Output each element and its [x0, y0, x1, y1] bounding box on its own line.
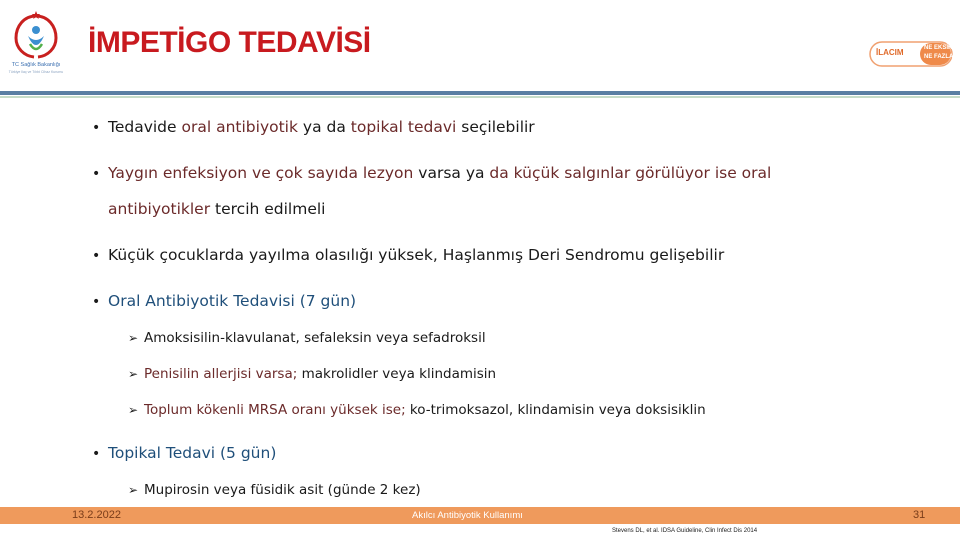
- campaign-word2a: NE EKSİK: [924, 45, 953, 51]
- sub-bullet-4: [128, 481, 421, 499]
- bullet-text: [108, 443, 276, 463]
- text-run: Oral Antibiyotik Tedavisi (7 gün): [108, 292, 357, 310]
- text-run: Yaygın enfeksiyon ve çok sayıda lezyon: [108, 164, 414, 182]
- text-run: makrolidler veya klindamisin: [297, 366, 497, 382]
- sub-bullet-text: [144, 482, 421, 498]
- page-title: İMPETİGO TEDAVİSİ: [88, 26, 371, 59]
- ministry-subtitle: Türkiye Ilaç ve Tıbbi Cihaz Kurumu: [8, 70, 64, 74]
- ministry-name: TC Sağlık Bakanlığı: [11, 62, 61, 68]
- text-run: ko-trimoksazol, klindamisin veya doksisiklin: [405, 402, 706, 418]
- arrow-bullet-icon: ➢: [128, 331, 139, 345]
- bullet-1: [92, 117, 535, 138]
- text-run: seçilebilir: [456, 118, 535, 136]
- arrow-bullet-icon: ➢: [128, 367, 139, 381]
- bullet-dot-icon: •: [92, 120, 101, 136]
- text-run: da küçük salgınlar görülüyor ise oral: [489, 164, 772, 182]
- bullet-3: [92, 245, 724, 266]
- header-divider: [0, 91, 960, 95]
- ministry-emblem-icon: [4, 10, 68, 62]
- sub-bullet-text: [144, 366, 496, 382]
- text-run: Penisilin allerjisi varsa;: [144, 366, 298, 382]
- arrow-bullet-icon: ➢: [128, 403, 139, 417]
- text-run: Toplum kökenli MRSA oranı yüksek ise;: [144, 402, 406, 418]
- text-run: varsa ya: [413, 164, 490, 182]
- sub-bullet-text: [144, 402, 706, 418]
- bullet-dot-icon: •: [92, 294, 101, 310]
- bullet-2-continued: [108, 199, 325, 219]
- arrow-bullet-icon: ➢: [128, 483, 139, 497]
- sub-bullet-2: [128, 365, 496, 383]
- bullet-4: [92, 291, 356, 312]
- sub-bullet-3: [128, 401, 706, 419]
- bullet-text: [108, 117, 535, 137]
- campaign-logo: [866, 38, 956, 70]
- sub-bullet-1: [128, 329, 486, 347]
- header-divider-accent: [0, 96, 960, 98]
- text-run: Tedavide: [108, 118, 182, 136]
- bullet-dot-icon: •: [92, 248, 101, 264]
- bullet-text: [108, 163, 771, 183]
- citation: Stevens DL, et al. IDSA Guideline, Clin Infect Dis 2014: [612, 528, 758, 534]
- text-run: tercih edilmeli: [210, 200, 326, 218]
- text-run: Topikal Tedavi (5 gün): [108, 444, 277, 462]
- text-run: Mupirosin veya füsidik asit (günde 2 kez): [144, 482, 421, 498]
- campaign-word2b: NE FAZLA: [924, 54, 954, 60]
- page-number: 31: [913, 509, 926, 521]
- text-run: ya da: [297, 118, 351, 136]
- footer-title: Akılcı Antibiyotik Kullanımı: [412, 510, 523, 521]
- bullet-dot-icon: •: [92, 166, 101, 182]
- text-run: topikal tedavi: [350, 118, 457, 136]
- sub-bullet-text: [144, 330, 486, 346]
- campaign-word1: İLACIM: [876, 48, 904, 57]
- bullet-text: [108, 245, 724, 265]
- text-run: Küçük çocuklarda yayılma olasılığı yüksek, Haşlanmış Deri Sendromu gelişebilir: [108, 246, 725, 264]
- text-run: antibiyotikler: [108, 200, 211, 218]
- bullet-5: [92, 443, 276, 464]
- text-run: Amoksisilin-klavulanat, sefaleksin veya sefadroksil: [144, 330, 486, 346]
- bullet-text: [108, 199, 325, 219]
- footer-date: 13.2.2022: [72, 509, 121, 521]
- ministry-logo: [4, 10, 68, 94]
- bullet-text: [108, 291, 356, 311]
- text-run: oral antibiyotik: [181, 118, 298, 136]
- bullet-2: [92, 163, 771, 184]
- bullet-dot-icon: •: [92, 446, 101, 462]
